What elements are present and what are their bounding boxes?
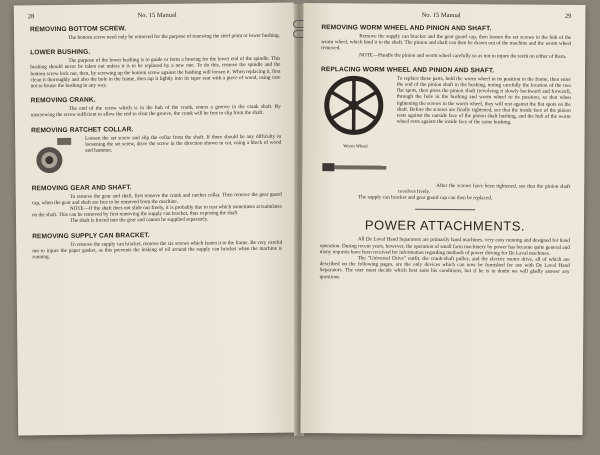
section-heading: REMOVING GEAR AND SHAFT.: [31, 183, 132, 192]
manual-spread: [10, 4, 588, 444]
section-heading: REMOVING CRANK.: [30, 96, 96, 105]
worm-wheel-caption: Worm Wheel: [343, 143, 368, 149]
power-attachments-text-2: The "Universal Drive" outfit, the crank-shaft pulley, and the electric motor drive, all of which are described on the following pages, are the only devices which can now be furnished for use with De Laval Hand Separators. The user must decide which best suits his conditions, but if he is in doubt we will gladly answer any questions.: [319, 255, 570, 280]
ratchet-collar-illustration: [31, 135, 79, 181]
power-attachments-text: All De Laval Hand Separators are primarily hand machines, very easy running and designed for hand operation. During recent years, however, the operation of small farm machinery by power has become quite general and many requests have been received for information regarding methods of power driving for De Laval machines.: [319, 236, 570, 257]
section-text-3: The supply can bracket and gear guard cap can then be replaced.: [358, 194, 493, 202]
left-page-header: [14, 11, 294, 21]
section-text-2: After the screws have been tightened, see that the pinion shaft revolves freely.: [398, 182, 571, 195]
section-heading: LOWER BUSHING.: [30, 48, 91, 57]
section-text: The end of the screw which is in the hub of the crank, enters a groove in the crank shaft. By unscrewing the screw sufficient to allow the end to clear the groove, the crank will be free to slip from the shaft.: [30, 103, 281, 119]
left-page: [14, 3, 298, 436]
left-running-head: No. 15 Manual: [137, 11, 177, 20]
section-heading: REMOVING SUPPLY CAN BRACKET.: [32, 231, 150, 240]
right-page-number: 29: [564, 12, 572, 20]
section-text: To replace these parts, hold the worm wheel in its position in the frame, then enter the end of the pinion shaft in the bushing, noting carefully the location of the two flat spots, then press the pinion shaft (revolving it slowly backward and forward), through the hole in the bushing and worm wheel to its position, so that when tightening the screws in the worm wheel, they will rest against the flat spots on the shaft. Before the screws are finally tightened, see that the inside face of the pinion rests against the outside face of the pinion shaft bushing, and the hub of the worm wheel rests against the inside face of the same bushing.: [396, 75, 571, 126]
section-heading: REMOVING WORM WHEEL AND PINION AND SHAFT.: [321, 24, 492, 33]
section-text: Remove the supply can bracket and the gear guard cap, then loosen the set screws in the hub of the worm wheel, which bind it to the shaft. The pinion and shaft can then be drawn out of the machine and the worm wheel removed.: [321, 33, 572, 52]
section-note: NOTE—Handle the pinion and worm wheel carefully so as not to injure the teeth on either of them.: [359, 52, 567, 60]
section-heading: REMOVING RATCHET COLLAR.: [31, 125, 134, 134]
left-page-number: 28: [27, 13, 35, 21]
section-text: The purpose of the lower bushing is to guide or form a bearing for the lower end of the spindle. This bushing should never be taken out unless it is to be replaced by a new one. To do this, remove the spindle and the bottom screw lock nut, then, by screwing up the bottom screw against the bushing will loosen it. When replacing it, first clean it thoroughly and also the hole in the frame, then tap it lightly into its taper seat with a piece of wood, using care not to bruise the bushing in any way.: [30, 55, 281, 90]
section-text: To remove the supply can bracket, remove the six screws which fasten it to the frame. Be very careful not to injure the paper gasket, as this prevents the leaking of oil around the supply can bracket when the machine is running.: [32, 239, 283, 261]
section-text: The bottom screw need only be removed for the purpose of renewing the steel point or lower bushing.: [68, 32, 280, 41]
right-running-head: No. 15 Manual: [421, 11, 461, 20]
section-text: Loosen the set screw and slip the collar from the shaft. If there should be any difficulty in loosening the set screw, drive the screw in the direction shown in cut, using a block of wood and hammer.: [85, 133, 282, 154]
section-note: NOTE—If the shaft does not slide out freely, it is probably due to rust which sometimes accumulates on the shaft. This can be removed by first removing the supply can bracket, thus exposing the shaft.: [31, 203, 282, 219]
right-page: [301, 3, 586, 435]
worm-wheel-illustration: [321, 75, 391, 142]
section-text: To remove the gear and shaft, first remove the crank and ratchet collar. Then remove the gear guard cap, when the gear and shaft are free to be removed from the machine.: [31, 191, 282, 207]
section-heading: REMOVING BOTTOM SCREW.: [29, 25, 127, 34]
pinion-shaft-illustration: [320, 160, 390, 179]
section-heading: REPLACING WORM WHEEL AND PINION AND SHAFT.: [321, 65, 495, 75]
section-divider: [415, 209, 475, 210]
section-extra: The shaft is forced into the gear and cannot be supplied separately.: [69, 216, 209, 225]
power-attachments-title: POWER ATTACHMENTS.: [364, 217, 526, 234]
right-page-header: [303, 11, 585, 20]
